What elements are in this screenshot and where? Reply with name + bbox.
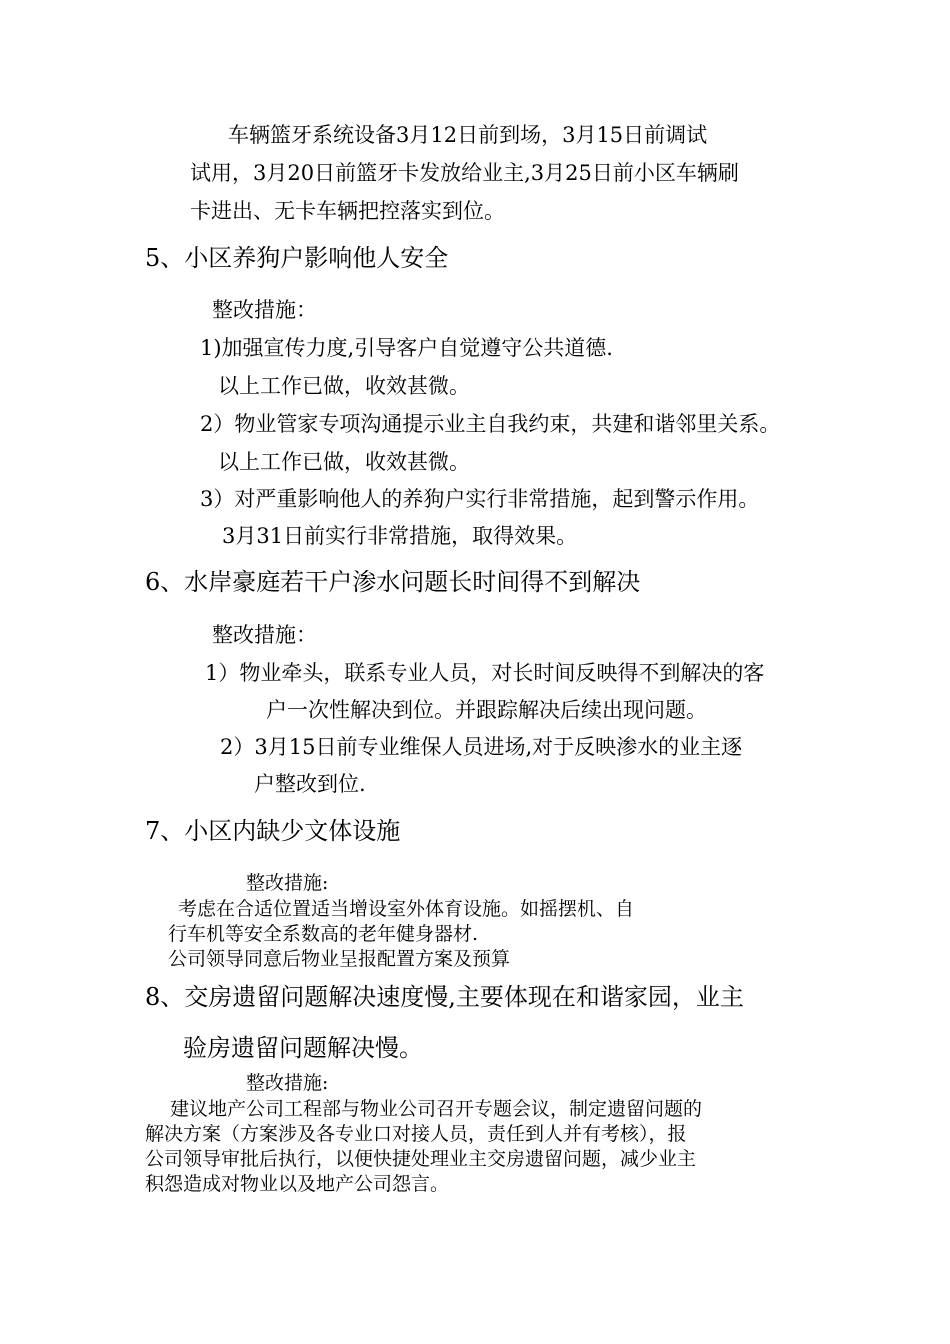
section-6-heading: 6、水岸豪庭若干户渗水问题长时间得不到解决 <box>145 568 641 596</box>
section-8-paragraph-line-1: 建议地产公司工程部与物业公司召开专题会议，制定遗留问题的 <box>170 1098 703 1120</box>
section-6-measure-1a: 1）物业牵头，联系专业人员，对长时间反映得不到解决的客 <box>205 661 765 685</box>
section-5-measure-1: 1)加强宣传力度,引导客户自觉遵守公共道德. <box>200 336 613 360</box>
section-5-measure-2: 2）物业管家专项沟通提示业主自我约束，共建和谐邻里关系。 <box>200 412 781 436</box>
section-8-heading-line-1: 8、交房遗留问题解决速度慢,主要体现在和谐家园，业主 <box>145 983 744 1011</box>
section-8-paragraph-line-2: 解决方案（方案涉及各专业口对接人员，责任到人并有考核），报 <box>145 1123 687 1145</box>
section-8-paragraph-line-3: 公司领导审批后执行，以便快捷处理业主交房遗留问题，减少业主 <box>145 1148 697 1170</box>
intro-line-2: 试用，3月20日前篮牙卡发放给业主,3月25日前小区车辆刷 <box>190 161 739 185</box>
section-5-result-3: 3月31日前实行非常措施，取得效果。 <box>222 524 578 548</box>
section-5-result-1: 以上工作已做，收效甚微。 <box>218 374 470 398</box>
section-5-measures-label: 整改措施： <box>212 298 317 322</box>
section-5-measure-3: 3）对严重影响他人的养狗户实行非常措施，起到警示作用。 <box>200 487 760 511</box>
section-7-measures-label: 整改措施: <box>246 872 329 894</box>
intro-line-3: 卡进出、无卡车辆把控落实到位。 <box>190 199 505 223</box>
section-5-heading: 5、小区养狗户影响他人安全 <box>145 244 449 272</box>
section-8-measures-label: 整改措施: <box>246 1072 329 1094</box>
section-7-heading: 7、小区内缺少文体设施 <box>145 817 401 845</box>
section-6-measure-2b: 户整改到位. <box>254 772 366 796</box>
intro-line-1: 车辆篮牙系统设备3月12日前到场，3月15日前调试 <box>228 123 708 147</box>
section-6-measure-1b: 户一次性解决到位。并跟踪解决后续出现问题。 <box>266 698 707 722</box>
section-6-measure-2a: 2）3月15日前专业维保人员进场,对于反映渗水的业主逐 <box>220 735 743 759</box>
section-7-paragraph-line-1: 考虑在合适位置适当增设室外体育设施。如摇摆机、自 <box>178 898 635 920</box>
section-7-paragraph-line-2: 行车机等安全系数高的老年健身器材. <box>168 923 479 945</box>
section-7-paragraph-line-3: 公司领导同意后物业呈报配置方案及预算 <box>168 948 511 970</box>
section-8-heading-line-2: 验房遗留问题解决慢。 <box>183 1034 423 1062</box>
section-5-result-2: 以上工作已做，收效甚微。 <box>218 450 470 474</box>
section-8-paragraph-line-4: 积怨造成对物业以及地产公司怨言。 <box>145 1173 450 1195</box>
section-6-measures-label: 整改措施： <box>212 623 317 647</box>
